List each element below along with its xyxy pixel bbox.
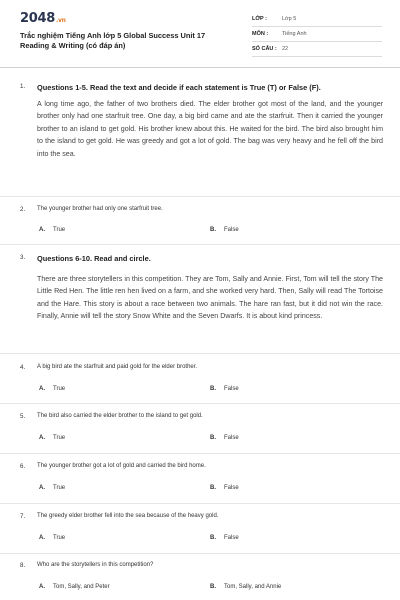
option-text: Tom, Sally, and Annie [224, 584, 282, 590]
question-number: 8. [20, 562, 26, 569]
option-letter: A. [39, 535, 45, 541]
header-divider [0, 67, 400, 68]
question-number: 5. [20, 413, 26, 420]
option-letter: A. [39, 227, 45, 233]
option-b[interactable] [210, 386, 239, 392]
option-text: False [224, 386, 239, 392]
option-b[interactable] [210, 227, 239, 233]
option-b[interactable] [210, 584, 281, 590]
document-meta [252, 12, 382, 57]
option-text: True [53, 535, 66, 541]
meta-value: Tiếng Anh [282, 31, 307, 37]
logo-suffix: .vn [55, 17, 66, 24]
question-text: A big bird ate the starfruit and paid gold for the elder brother. [37, 364, 198, 370]
meta-row-subject [252, 27, 382, 42]
meta-value: Lớp 5 [282, 16, 297, 22]
option-text: False [224, 535, 239, 541]
option-text: Tom, Sally, and Peter [53, 584, 110, 590]
question-number: 6. [20, 463, 26, 470]
document-title: Trắc nghiệm Tiếng Anh lớp 5 Global Success Unit 17 Reading & Writing (có đáp án) [20, 31, 206, 50]
question-text: The younger brother got a lot of gold and carried the bird home. [37, 463, 206, 469]
question-text: Who are the storytellers in this competition? [37, 562, 154, 568]
reading-passage: There are three storytellers in this competition. They are Tom, Sally and Annie. First, Tom will tell the story The Little Red Hen. The little ren hen lived on a farm, and she worked very hard. Then, Sally will read The Tortoise and the Hare. This story is about a race between two animals. The hare ran fast, but it did not win the race. Finally, Annie will tell the story Snow White and the Seven Dwarfs. It is about kind princess. [37, 275, 383, 321]
meta-value: 22 [282, 46, 289, 52]
option-letter: B. [210, 435, 216, 441]
question-number: 3. [20, 254, 26, 261]
option-letter: B. [210, 584, 216, 590]
option-letter: A. [39, 435, 45, 441]
meta-key: LỚP : [252, 16, 267, 22]
option-text: False [224, 485, 239, 491]
reading-passage: A long time ago, the father of two brothers died. The elder brother got most of the land, and the younger brother only had one starfruit tree. One day, a big bird came and ate the starfruit. Then it carried the younger brother to an island to get gold. His brother knew about this. He waited for the bird. The bird also brought him to the island to get gold. He was greedy and got a lot of gold. The bag was very heavy and he fell off the bird into the sea. [37, 100, 383, 158]
logo-text: 2048 [20, 11, 55, 26]
option-a[interactable] [39, 227, 65, 233]
option-letter: B. [210, 227, 216, 233]
question-number: 4. [20, 364, 26, 371]
option-letter: A. [39, 485, 45, 491]
question-text: The younger brother had only one starfruit tree. [37, 206, 163, 212]
divider [0, 244, 400, 245]
site-logo[interactable] [20, 11, 66, 26]
option-letter: A. [39, 386, 45, 392]
question-text: The greedy elder brother fell into the sea because of the heavy gold. [37, 513, 219, 519]
option-b[interactable] [210, 435, 239, 441]
option-b[interactable] [210, 485, 239, 491]
option-text: True [53, 386, 66, 392]
divider [0, 503, 400, 504]
divider [0, 196, 400, 197]
question-heading: Questions 1-5. Read the text and decide if each statement is True (T) or False (F). [37, 83, 321, 92]
meta-key: SỐ CÂU : [252, 46, 277, 52]
divider [0, 403, 400, 404]
option-text: True [53, 227, 66, 233]
question-text: The bird also carried the elder brother to the island to get gold. [37, 413, 203, 419]
meta-key: MÔN : [252, 31, 269, 37]
meta-row-question-count [252, 42, 382, 57]
option-letter: B. [210, 485, 216, 491]
page-header [0, 0, 400, 68]
divider [0, 553, 400, 554]
option-letter: B. [210, 386, 216, 392]
option-a[interactable] [39, 485, 65, 491]
option-text: False [224, 435, 239, 441]
divider [0, 353, 400, 354]
option-a[interactable] [39, 386, 65, 392]
option-letter: A. [39, 584, 45, 590]
option-a[interactable] [39, 435, 65, 441]
divider [0, 453, 400, 454]
question-number: 1. [20, 83, 26, 90]
option-a[interactable] [39, 535, 65, 541]
option-a[interactable] [39, 584, 110, 590]
option-text: True [53, 435, 66, 441]
option-text: True [53, 485, 66, 491]
question-number: 7. [20, 513, 26, 520]
question-heading: Questions 6-10. Read and circle. [37, 254, 151, 263]
question-number: 2. [20, 206, 26, 213]
option-letter: B. [210, 535, 216, 541]
option-text: False [224, 227, 239, 233]
option-b[interactable] [210, 535, 239, 541]
meta-row-class [252, 12, 382, 27]
